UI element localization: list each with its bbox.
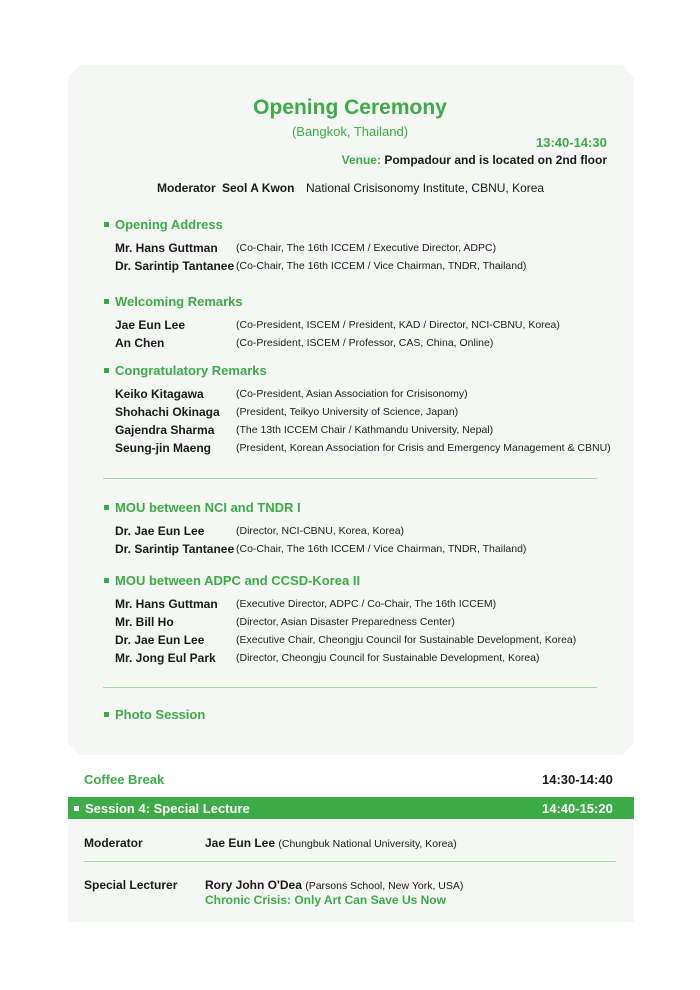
person-name: Gajendra Sharma <box>115 423 215 437</box>
session-4-time: 14:40-15:20 <box>542 801 613 816</box>
person-name: Jae Eun Lee <box>115 318 186 332</box>
person-name: Keiko Kitagawa <box>115 387 204 401</box>
bullet-square-icon <box>104 222 109 227</box>
person-role: (Director, Cheongju Council for Sustainable Development, Korea) <box>236 652 540 664</box>
person-role: (Co-President, ISCEM / President, KAD / Director, NCI-CBNU, Korea) <box>236 319 560 331</box>
section-divider <box>103 687 597 688</box>
session-moderator <box>205 836 457 850</box>
session-divider <box>84 861 616 862</box>
session-moderator-name: Jae Eun Lee <box>205 836 276 850</box>
person-name: Dr. Jae Eun Lee <box>115 524 205 538</box>
session-moderator-affiliation: (Chungbuk National University, Korea) <box>278 838 457 850</box>
section-heading: MOU between ADPC and CCSD-Korea II <box>104 573 360 588</box>
person-name: Mr. Jong Eul Park <box>115 651 216 665</box>
session-moderator-label: Moderator <box>84 836 143 850</box>
bullet-square-icon <box>74 806 79 811</box>
person-role: (Co-Chair, The 16th ICCEM / Vice Chairman, TNDR, Thailand) <box>236 260 527 272</box>
person-role: (Co-Chair, The 16th ICCEM / Executive Director, ADPC) <box>236 242 497 254</box>
coffee-break-label: Coffee Break <box>84 772 165 787</box>
person-name: Dr. Sarintip Tantanee <box>115 259 235 273</box>
person-name: Dr. Jae Eun Lee <box>115 633 205 647</box>
venue-line <box>342 153 607 167</box>
bullet-square-icon <box>104 368 109 373</box>
section-heading: Photo Session <box>104 707 205 722</box>
ceremony-time: 13:40-14:30 <box>536 135 607 150</box>
person-role: (Co-Chair, The 16th ICCEM / Vice Chairman, TNDR, Thailand) <box>236 543 527 555</box>
section-heading: Opening Address <box>104 217 223 232</box>
ceremony-title: Opening Ceremony <box>253 96 447 119</box>
section-heading: MOU between NCI and TNDR I <box>104 500 301 515</box>
person-name: Shohachi Okinaga <box>115 405 220 419</box>
special-lecturer <box>205 878 463 892</box>
person-name: Mr. Hans Guttman <box>115 597 218 611</box>
person-role: (Executive Chair, Cheongju Council for Sustainable Development, Korea) <box>236 634 577 646</box>
person-role: (President, Korean Association for Crisis and Emergency Management & CBNU) <box>236 442 611 454</box>
section-heading: Congratulatory Remarks <box>104 363 267 378</box>
person-role: (Director, NCI-CBNU, Korea, Korea) <box>236 525 405 537</box>
person-role: (Director, Asian Disaster Preparedness Center) <box>236 616 455 628</box>
lecturer-name: Rory John O'Dea <box>205 878 302 892</box>
lecture-title: Chronic Crisis: Only Art Can Save Us Now <box>205 893 446 907</box>
person-role: (The 13th ICCEM Chair / Kathmandu University, Nepal) <box>236 424 494 436</box>
person-name: Seung-jin Maeng <box>115 441 211 455</box>
lecturer-affiliation: (Parsons School, New York, USA) <box>305 880 464 892</box>
person-role: (Co-President, ISCEM / Professor, CAS, China, Online) <box>236 337 494 349</box>
bullet-square-icon <box>104 712 109 717</box>
ceremony-location: (Bangkok, Thailand) <box>291 124 409 139</box>
coffee-break-time: 14:30-14:40 <box>542 772 613 787</box>
moderator-label: Moderator <box>157 181 216 195</box>
person-name: Mr. Bill Ho <box>115 615 174 629</box>
person-name: Mr. Hans Guttman <box>115 241 218 255</box>
section-divider <box>103 478 597 479</box>
venue-label: Venue: <box>341 153 381 167</box>
person-role: (Co-President, Asian Association for Crisisonomy) <box>236 388 468 400</box>
bullet-square-icon <box>104 505 109 510</box>
moderator-name: Seol A Kwon <box>222 181 295 195</box>
bullet-square-icon <box>104 578 109 583</box>
venue-text: Pompadour and is located on 2nd floor <box>384 153 607 167</box>
person-name: An Chen <box>115 336 165 350</box>
person-name: Dr. Sarintip Tantanee <box>115 542 235 556</box>
person-role: (Executive Director, ADPC / Co-Chair, The 16th ICCEM) <box>236 598 497 610</box>
session-4-title: Session 4: Special Lecture <box>74 801 250 816</box>
section-heading: Welcoming Remarks <box>104 294 243 309</box>
moderator-affiliation: National Crisisonomy Institute, CBNU, Korea <box>306 181 545 195</box>
special-lecturer-label: Special Lecturer <box>84 878 178 892</box>
bullet-square-icon <box>104 299 109 304</box>
person-role: (President, Teikyo University of Science, Japan) <box>236 406 459 418</box>
